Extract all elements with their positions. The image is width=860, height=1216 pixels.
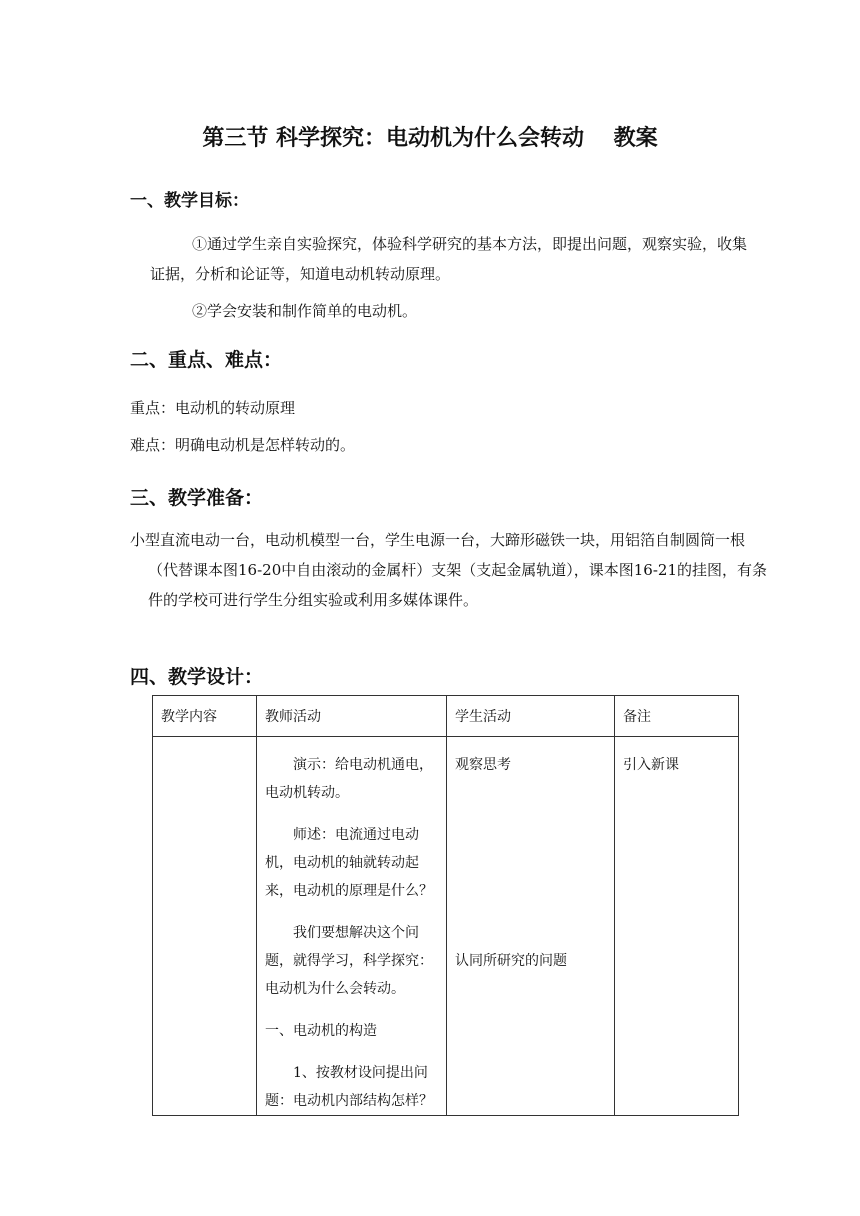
content-cell	[153, 737, 257, 1116]
table-header-row	[153, 696, 739, 737]
teacher-activity-text: 师述：电流通过电动机，电动机的轴就转动起来，电动机的原理是什么？	[265, 827, 433, 899]
student-activity-text: 认同所研究的问题	[455, 953, 567, 969]
teacher-activity-text: 我们要想解决这个问题，就得学习，科学探究：电动机为什么会转动。	[265, 925, 433, 997]
preparation-text: 小型直流电动一台，电动机模型一台，学生电源一台，大蹄形磁铁一块，用铝箔自制圆筒一根（代替课本图16-20中自由滚动的金属杆）支架（支起金属轨道），课本图16-21的挂图，有条件的学校可进行学生分组实验或利用多媒体课件。	[130, 531, 767, 609]
teaching-design-table	[152, 695, 739, 1116]
objective-item: ①通过学生亲自实验探究，体验科学研究的基本方法，即提出问题，观察实验，收集证据，分析和论证等，知道电动机转动原理。	[150, 235, 748, 283]
table-header-cell: 备注	[615, 696, 739, 737]
teacher-activity-text: 演示：给电动机通电，电动机转动。	[265, 757, 433, 801]
table-header-cell: 教学内容	[153, 696, 257, 737]
student-activity-cell	[447, 737, 615, 1116]
table-header-cell: 教师活动	[257, 696, 447, 737]
difficulty-text: 难点：明确电动机是怎样转动的。	[130, 436, 356, 454]
table-header-cell: 学生活动	[447, 696, 615, 737]
note-cell	[615, 737, 739, 1116]
teacher-activity-cell	[257, 737, 447, 1116]
teacher-activity-text: 1、按教材设问提出问题：电动机内部结构怎样？	[265, 1065, 433, 1109]
key-point-text: 重点：电动机的转动原理	[130, 399, 296, 417]
note-text: 引入新课	[623, 757, 679, 773]
section-heading-key-points: 二、重点、难点：	[130, 349, 283, 371]
section-heading-objectives: 一、教学目标：	[130, 191, 249, 211]
teacher-activity-text: 一、电动机的构造	[265, 1023, 377, 1039]
document-title: 第三节 科学探究：电动机为什么会转动 教案	[202, 126, 658, 151]
section-heading-design: 四、教学设计：	[130, 666, 264, 688]
objective-item: ②学会安装和制作简单的电动机。	[192, 302, 418, 320]
student-activity-text: 观察思考	[455, 757, 511, 773]
section-heading-preparation: 三、教学准备：	[130, 487, 264, 509]
table-row	[153, 737, 739, 1116]
